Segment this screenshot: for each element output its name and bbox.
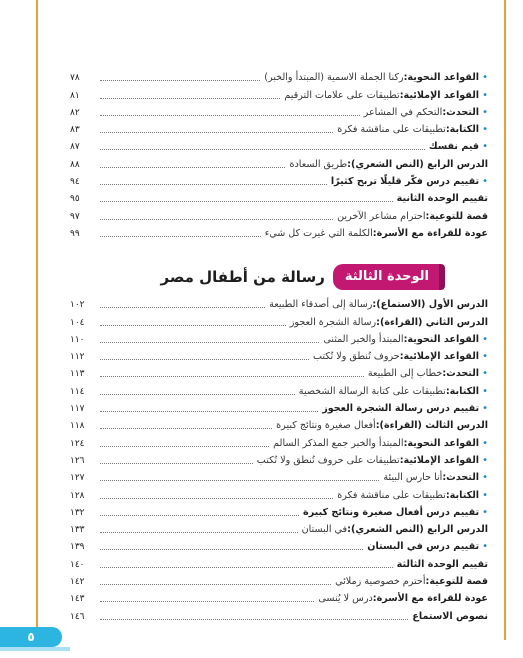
bullet-icon: • — [482, 141, 488, 153]
dot-leader — [100, 201, 393, 202]
toc-entry-label: تقييم درس في البستان — [367, 541, 480, 553]
page-number: ٥ — [27, 630, 35, 644]
toc-entry-text — [269, 299, 488, 311]
toc-page-number: ١١٤ — [70, 386, 85, 397]
toc-entry-title: احترام مشاعر الآخرين — [337, 210, 426, 222]
toc-entry[interactable] — [70, 484, 488, 501]
toc-page-number: ١٤٢ — [70, 577, 85, 588]
toc-entry-label: قيم نفسك — [428, 141, 480, 153]
bullet-icon: • — [482, 385, 488, 397]
dot-leader — [100, 498, 333, 499]
toc-page-number: ١١٨ — [70, 421, 85, 432]
toc-entry-text — [429, 141, 488, 153]
toc-entry-title: ركنا الجملة الاسمية (المبتدأ والخبر) — [264, 72, 404, 84]
toc-entry-title: خطاب إلى الطبيعة — [367, 368, 443, 380]
dot-leader — [100, 132, 333, 133]
toc-entry-text — [313, 351, 488, 363]
toc-entry-text — [337, 490, 488, 502]
toc-page-number: ١٣٩ — [70, 542, 85, 553]
toc-entry-text — [383, 472, 488, 484]
toc-entry-label: تقييم درس فكّر قليلًا تربح كثيرًا — [330, 176, 480, 188]
toc-entry-text — [273, 438, 488, 450]
toc-page-number: ١١٢ — [70, 352, 85, 363]
toc-entry-label: عودة للقراءة مع الأسرة: — [372, 593, 488, 605]
toc-entry[interactable] — [70, 519, 488, 536]
toc-entry-title: تطبيقات على مناقشة فكرة — [337, 489, 446, 501]
toc-entry[interactable] — [70, 329, 488, 346]
toc-entry-label: القواعد الإملائية: — [399, 89, 480, 101]
dot-leader — [100, 376, 364, 377]
toc-entry[interactable] — [70, 363, 488, 380]
toc-entry[interactable] — [70, 553, 488, 570]
dot-leader — [100, 428, 272, 429]
toc-entry-title: رسالة الشجرة العجوز — [289, 316, 377, 328]
toc-unit-three-section — [70, 294, 488, 623]
toc-entry-label: الكتابة: — [445, 489, 480, 501]
toc-unit-two-section — [70, 67, 488, 240]
dot-leader — [100, 584, 331, 585]
toc-entry[interactable] — [70, 432, 488, 449]
toc-entry-text — [257, 455, 488, 467]
toc-entry-title: تطبيقات على حروف تُنطق ولا تُكتب — [256, 454, 400, 466]
toc-entry-text — [412, 611, 488, 623]
toc-entry-label: التحدث: — [442, 472, 480, 484]
unit-header — [161, 264, 439, 290]
toc-entry-label: القواعد النحوية: — [403, 333, 480, 345]
toc-entry-title: المبتدأ والخبر المثنى — [323, 333, 404, 345]
dot-leader — [100, 411, 318, 412]
toc-entry-label: التحدث: — [442, 106, 480, 118]
toc-page-number: ١٢٨ — [70, 490, 85, 501]
toc-entry[interactable] — [70, 119, 488, 136]
dot-leader — [100, 167, 285, 168]
toc-entry[interactable] — [70, 171, 488, 188]
toc-entry[interactable] — [70, 415, 488, 432]
toc-page-number: ١٢٦ — [70, 455, 85, 466]
toc-entry[interactable] — [70, 605, 488, 622]
bullet-icon: • — [482, 437, 488, 449]
toc-entry-text — [299, 386, 488, 398]
unit-title: رسالة من أطفال مصر — [160, 268, 325, 286]
toc-entry[interactable] — [70, 467, 488, 484]
bullet-icon: • — [482, 351, 488, 363]
toc-page-number: ٨٢ — [70, 107, 80, 118]
bullet-icon: • — [482, 368, 488, 380]
toc-entry-text — [335, 576, 488, 588]
toc-page-number: ١٢٧ — [70, 473, 85, 484]
toc-page-number: ٩٩ — [70, 228, 80, 239]
toc-entry-text — [368, 368, 488, 380]
toc-entry-text — [337, 211, 488, 223]
bullet-icon: • — [482, 333, 488, 345]
toc-entry-label: عودة للقراءة مع الأسرة: — [372, 227, 488, 239]
toc-entry[interactable] — [70, 450, 488, 467]
toc-page-number: ٩٥ — [70, 194, 80, 205]
toc-entry-text — [303, 507, 488, 519]
toc-entry-title: التحكم في المشاعر — [363, 106, 443, 118]
toc-page-number: ١٣٣ — [70, 525, 85, 536]
toc-entry-text — [323, 334, 488, 346]
toc-entry-text — [318, 593, 488, 605]
dot-leader — [100, 549, 363, 550]
toc-page-number: ١٤٦ — [70, 611, 85, 622]
toc-entry-text — [331, 176, 488, 188]
bullet-icon: • — [482, 176, 488, 188]
toc-entry[interactable] — [70, 502, 488, 519]
bullet-icon: • — [482, 472, 488, 484]
toc-entry-label: الدرس الرابع (النص الشعري): — [347, 524, 488, 536]
toc-entry-text — [290, 317, 488, 329]
toc-entry-title: أنا حارس البيئة — [383, 472, 443, 484]
toc-entry-text — [337, 124, 488, 136]
dot-leader — [100, 515, 299, 516]
toc-page-number: ١٣٢ — [70, 507, 85, 518]
bullet-icon: • — [482, 489, 488, 501]
dot-leader — [100, 359, 309, 360]
toc-page-number: ٨١ — [70, 90, 80, 101]
dot-leader — [100, 446, 269, 447]
toc-entry[interactable] — [70, 346, 488, 363]
toc-entry-label: قصة للتوعية: — [425, 576, 488, 588]
bullet-icon: • — [482, 124, 488, 136]
toc-entry-title: أحترم خصوصية زملائي — [335, 576, 426, 588]
bullet-icon: • — [482, 454, 488, 466]
toc-entry-text — [284, 90, 488, 102]
toc-entry-title: تطبيقات على كتابة الرسالة الشخصية — [298, 385, 446, 397]
dot-leader — [100, 394, 295, 395]
unit-badge: الوحدة الثالثة — [333, 264, 439, 290]
toc-entry[interactable] — [70, 84, 488, 101]
toc-page-number: ٨٨ — [70, 159, 80, 170]
toc-entry-label: الكتابة: — [445, 385, 480, 397]
dot-leader — [100, 98, 280, 99]
toc-page-number: ١٢٤ — [70, 438, 85, 449]
toc-page-number: ١١٧ — [70, 404, 85, 415]
bullet-icon: • — [482, 89, 488, 101]
toc-entry[interactable] — [70, 102, 488, 119]
toc-entry-text — [264, 72, 488, 84]
toc-entry-label: التحدث: — [442, 368, 480, 380]
toc-entry-text — [364, 107, 488, 119]
toc-entry-title: تطبيقات على علامات الترقيم — [284, 89, 400, 101]
toc-entry-text — [397, 193, 488, 205]
dot-leader — [100, 149, 425, 150]
toc-entry[interactable] — [70, 571, 488, 588]
toc-entry-title: في البستان — [301, 524, 348, 536]
toc-entry-title: طريق السعادة — [289, 158, 348, 170]
toc-entry-label: الدرس الثاني (القراءة): — [376, 316, 488, 328]
toc-page-number: ١٤٠ — [70, 559, 85, 570]
dot-leader — [100, 219, 333, 220]
toc-entry-text — [289, 159, 488, 171]
toc-entry[interactable] — [70, 205, 488, 222]
toc-page-number: ٨٣ — [70, 125, 80, 136]
dot-leader — [100, 236, 261, 237]
toc-entry[interactable] — [70, 136, 488, 153]
toc-entry-title: أفعال صغيرة ونتائج كبيرة — [276, 420, 376, 432]
toc-entry-title: درس لا يُنسى — [318, 593, 373, 605]
toc-entry[interactable] — [70, 398, 488, 415]
bullet-icon: • — [482, 506, 488, 518]
toc-entry-label: قصة للتوعية: — [425, 210, 488, 222]
toc-entry-label: القواعد الإملائية: — [399, 454, 480, 466]
toc-entry-label: تقييم الوحدة الثانية — [396, 193, 488, 205]
toc-entry[interactable] — [70, 294, 488, 311]
toc-entry-text — [322, 403, 488, 415]
toc-entry[interactable] — [70, 223, 488, 240]
dot-leader — [100, 307, 265, 308]
toc-page-number: ٩٤ — [70, 177, 80, 188]
toc-entry-label: القواعد النحوية: — [403, 72, 480, 84]
toc-entry-label: نصوص الاستماع — [412, 610, 488, 622]
toc-entry-label: الدرس الأول (الاستماع): — [372, 299, 488, 311]
toc-page-number: ١٤٣ — [70, 594, 85, 605]
toc-entry-text — [367, 541, 488, 553]
toc-page-number: ٧٨ — [70, 73, 80, 84]
dot-leader — [100, 532, 298, 533]
dot-leader — [100, 342, 319, 343]
dot-leader — [100, 184, 327, 185]
dot-leader — [100, 325, 286, 326]
toc-entry-label: الكتابة: — [445, 124, 480, 136]
toc-entry[interactable] — [70, 311, 488, 328]
toc-page-number: ١١٠ — [70, 334, 85, 345]
dot-leader — [100, 463, 253, 464]
toc-page-number: ١٠٢ — [70, 300, 85, 311]
toc-page-number: ١٠٤ — [70, 317, 85, 328]
toc-entry-label: القواعد الإملائية: — [399, 351, 480, 363]
bullet-icon: • — [482, 403, 488, 415]
toc-entry-label: القواعد النحوية: — [403, 437, 480, 449]
toc-entry-label: تقييم درس أفعال صغيرة ونتائج كبيرة — [303, 506, 480, 518]
dot-leader — [100, 619, 408, 620]
toc-entry[interactable] — [70, 380, 488, 397]
toc-entry[interactable] — [70, 536, 488, 553]
toc-entry-title: المبتدأ والخبر جمع المذكر السالم — [273, 437, 404, 449]
dot-leader — [100, 567, 393, 568]
dot-leader — [100, 480, 379, 481]
bullet-icon: • — [482, 106, 488, 118]
bullet-icon: • — [482, 72, 488, 84]
toc-entry-text — [397, 559, 488, 571]
toc-entry-label: تقييم درس رسالة الشجرة العجوز — [322, 403, 480, 415]
bullet-icon: • — [482, 541, 488, 553]
toc-entry[interactable] — [70, 188, 488, 205]
toc-entry[interactable] — [70, 588, 488, 605]
toc-entry-text — [302, 524, 488, 536]
toc-page-number: ١١٣ — [70, 369, 85, 380]
toc-page-number: ٨٧ — [70, 142, 80, 153]
toc-entry-title: رسالة إلى أصدقاء الطبيعة — [269, 299, 373, 311]
toc-entry-label: الدرس الرابع (النص الشعري): — [347, 158, 488, 170]
toc-entry-label: تقييم الوحدة الثالثة — [396, 558, 488, 570]
page-number-badge — [0, 627, 62, 647]
toc-page-number: ٩٧ — [70, 211, 80, 222]
dot-leader — [100, 601, 314, 602]
toc-entry-title: تطبيقات على مناقشة فكرة — [337, 124, 446, 136]
toc-entry-title: حروف تُنطق ولا تُكتب — [312, 351, 400, 363]
toc-entry-label: الدرس الثالث (القراءة): — [375, 420, 488, 432]
toc-entry[interactable] — [70, 153, 488, 170]
toc-entry[interactable] — [70, 67, 488, 84]
toc-entry-text — [265, 228, 488, 240]
dot-leader — [100, 115, 360, 116]
toc-entry-text — [276, 420, 488, 432]
toc-entry-title: الكلمة التي غيرت كل شيء — [264, 227, 373, 239]
dot-leader — [100, 80, 260, 81]
